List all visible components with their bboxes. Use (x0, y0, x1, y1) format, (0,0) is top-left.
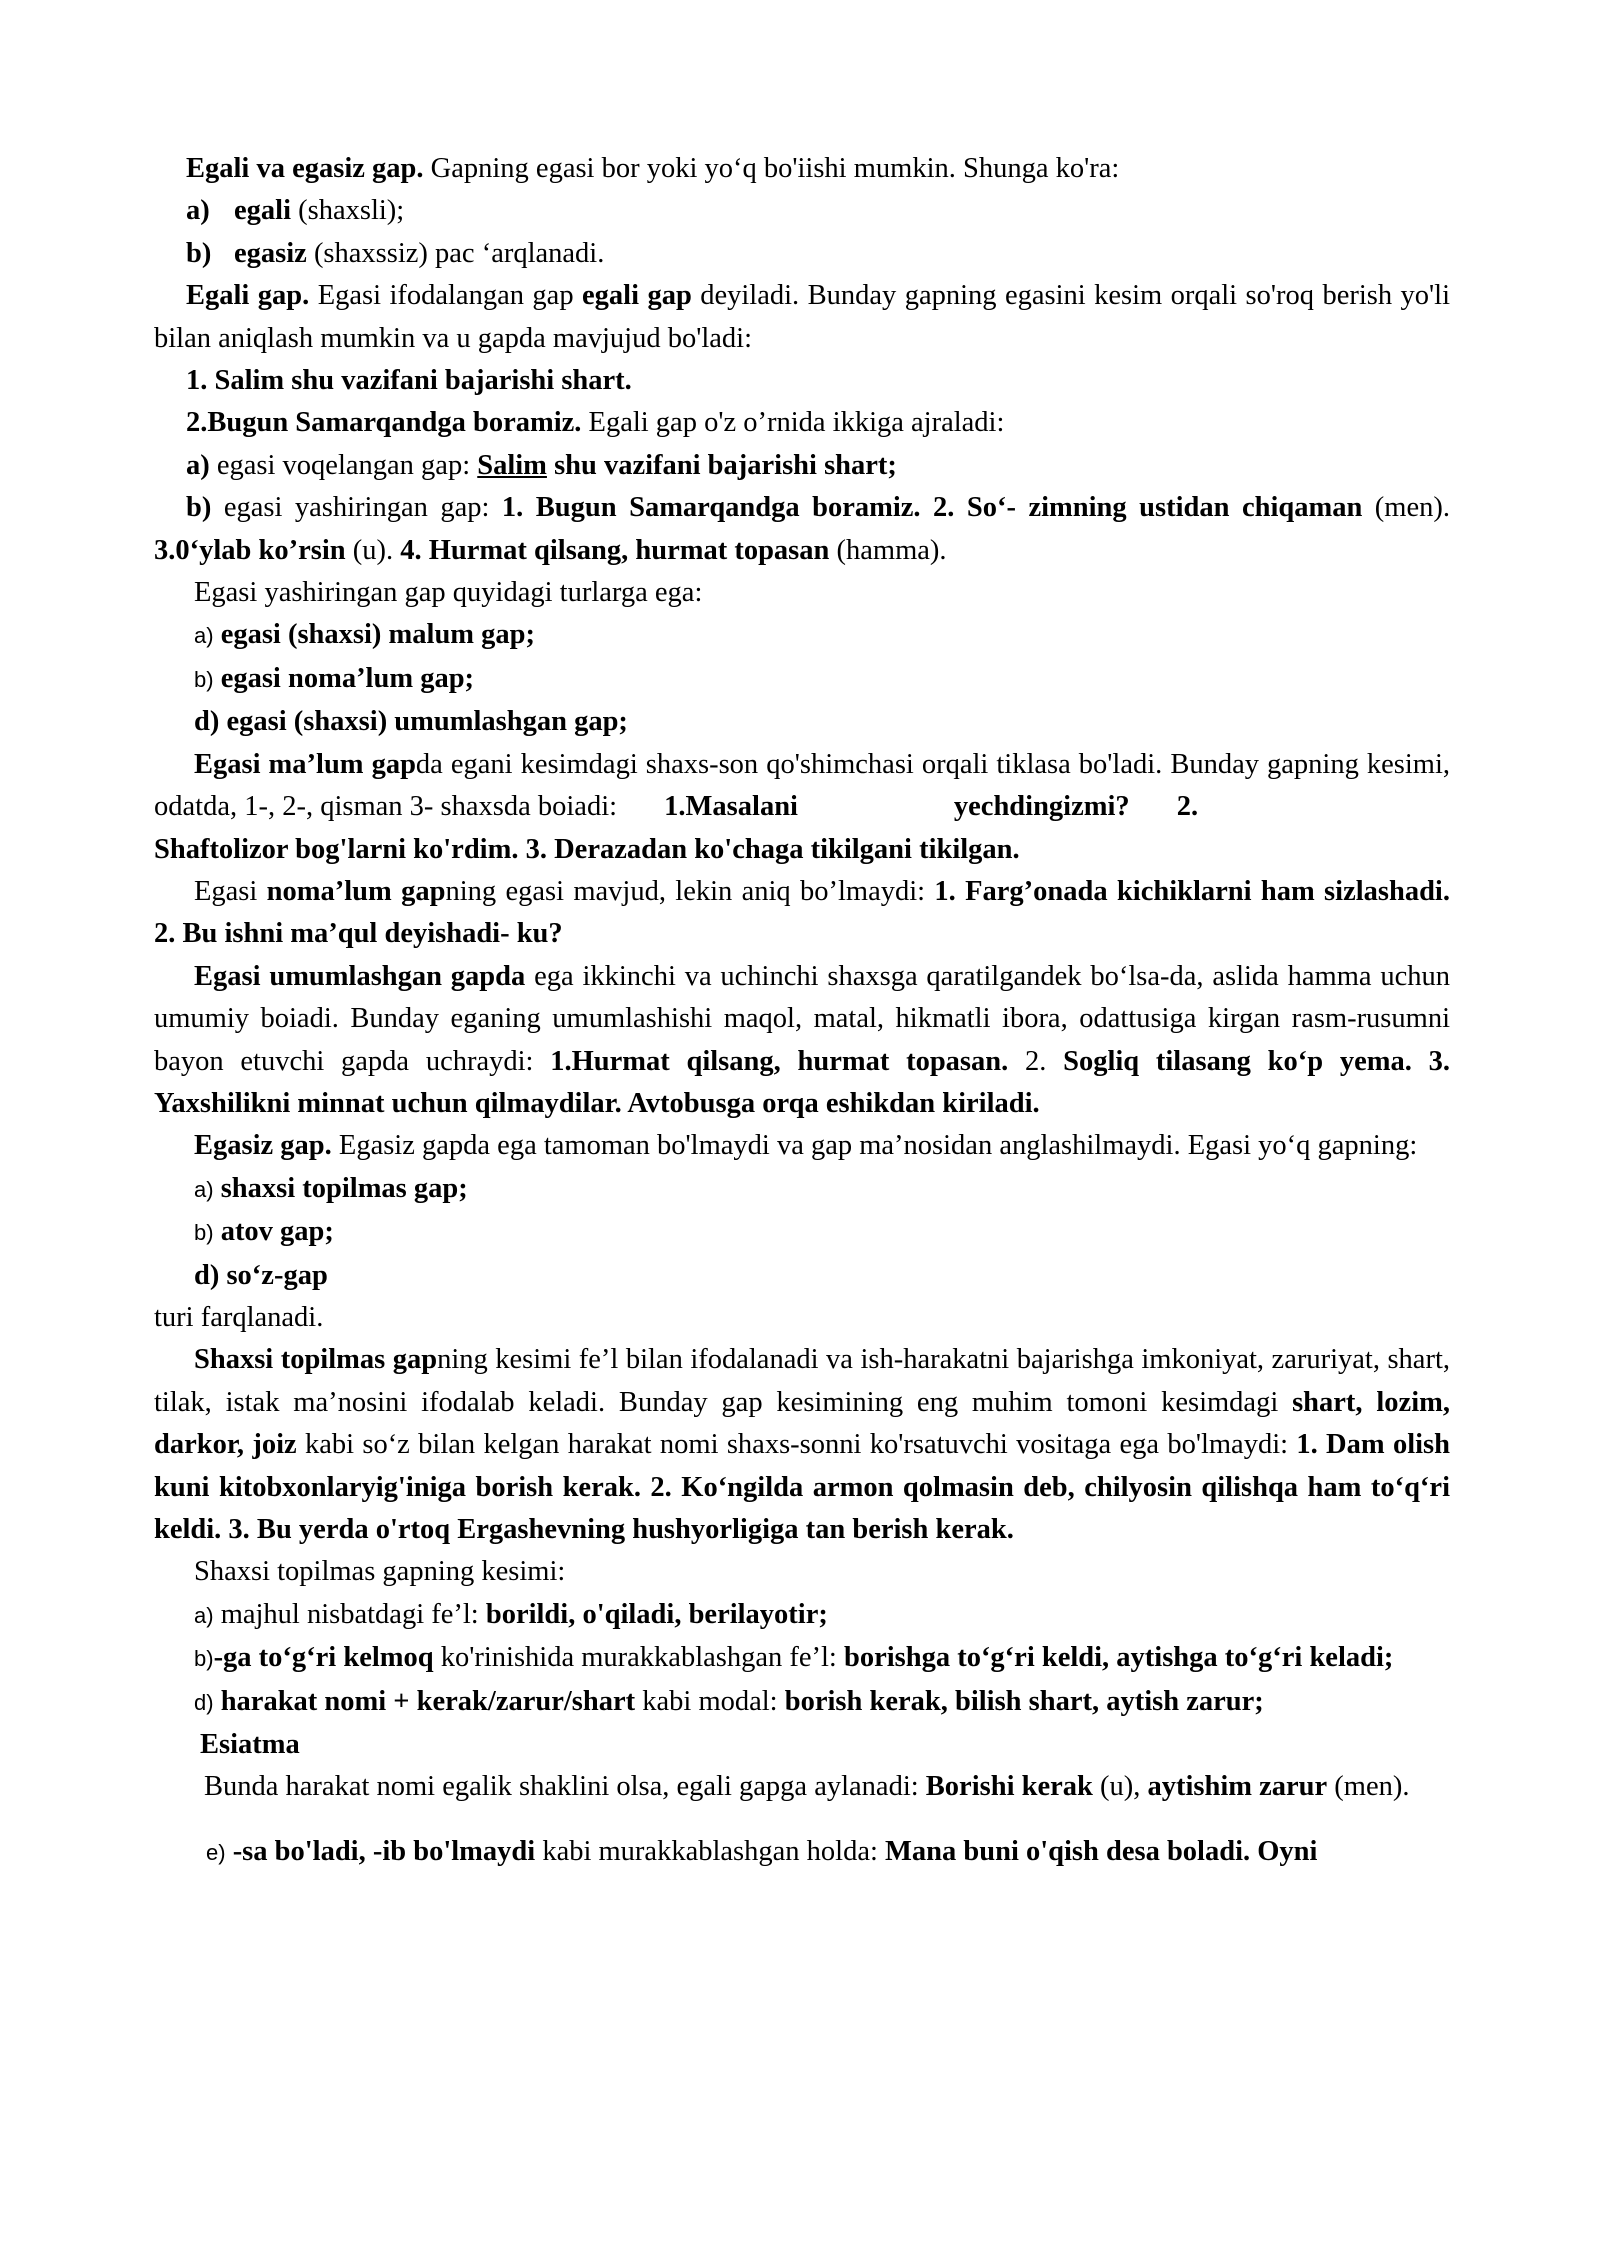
list-item-b-egasiz: b) egasiz (shaxssiz) pac ‘arqlanadi. (186, 237, 605, 269)
list-item-a-shaxsi-topilmas: a) shaxsi topilmas gap; (194, 1172, 468, 1204)
list-item-d-umumlashgan: d) egasi (shaxsi) umumlashgan gap; (194, 706, 628, 738)
list-item-d-harakat-nomi: d) harakat nomi + kerak/zarur/shart kabi modal: borish kerak, bilish shart, aytish zarur; (194, 1685, 1264, 1717)
paragraph-egasiz-gap: Egasiz gap. Egasiz gapda ega tamoman bo'lmaydi va gap ma’nosidan anglashilmaydi. Egasi yo‘q gapning: (194, 1130, 1418, 1162)
list-item-a-egali: a) egali (shaxsli); (186, 195, 405, 227)
paragraph-egali-va-egasiz: Egali va egasiz gap. Gapning egasi bor yoki yo‘q bo'iishi mumkin. Shunga ko'ra: (186, 153, 1120, 184)
note-heading: Esiatma (200, 1729, 300, 1761)
list-item-e-sa-boladi: e) -sa bo'ladi, -ib bo'lmaydi kabi murakkablashgan holda: Mana buni o'qish desa boladi. Oyni (206, 1835, 1318, 1867)
paragraph-egasi-nomalum: Egasi noma’lum gapning egasi mavjud, lekin aniq bo’lmaydi: 1. Farg’onada kichiklarni ham sizlashadi. 2. Bu ishni ma’qul deyishadi- ku? (154, 875, 1450, 950)
paragraph-egasi-umumlashgan: Egasi umumlashgan gapda ega ikkinchi va uchinchi shaxsga qaratilgandek bo‘lsa-da, aslida hamma uchun umumiy boiadi. Bunday eganing umumlashishi maqol, matal, hikmatli ibora, odattusiga kirgan rasm-rusumni bayon etuvchi gapda uchraydi: 1.Hurmat qilsang, hurmat topasan. 2. Sogliq tilasang ko‘p yema. 3. Yaxshilikni minnat uchun qilmaydilar. Avtobusga orqa eshikdan kiriladi. (154, 960, 1450, 1119)
paragraph-egali-gap: Egali gap. Egasi ifodalangan gap egali gap deyiladi. Bunday gapning egasini kesim orqali so'roq berish yo'li bilan aniqlash mumkin va u gapda mavjujud bo'ladi: (154, 280, 1450, 354)
paragraph-turi-farqlanadi: turi farqlanadi. (154, 1301, 324, 1333)
list-item-d-soz-gap: d) so‘z-gap (194, 1259, 328, 1291)
example-2-bugun: 2.Bugun Samarqandga boramiz. Egali gap o'z o’rnida ikkiga ajraladi: (186, 407, 1005, 439)
list-item-a-majhul: a) majhul nisbatdagi fe’l: borildi, o'qiladi, berilayotir; (194, 1598, 828, 1630)
list-item-b-yashiringan: b) egasi yashiringan gap: 1. Bugun Samarqandga boramiz. 2. So‘- zimning ustidan chiqaman (men). 3.0‘ylab ko’rsin (u). 4. Hurmat qilsang, hurmat topasan (hamma). (154, 492, 1450, 566)
paragraph-shaxsi-topilmas: Shaxsi topilmas gapning kesimi fe’l bilan ifodalanadi va ish-harakatni bajarishga imkoniyat, zaruriyat, shart, tilak, istak ma’nosini ifodalab keladi. Bunday gap kesimining eng muhim tomoni kesimdagi shart, lozim, darkor, joiz kabi so‘z bilan kelgan harakat nomi shaxs-sonni ko'rsatuvchi vositaga ega bo'lmaydi: 1. Dam olish kuni kitobxonlaryig'iniga borish kerak. 2. Ko‘ngilda armon qolmasin deb, chilyosin qilishqa ham to‘q‘ri keldi. 3. Bu yerda o'rtoq Ergashevning hushyorligiga tan berish kerak. (154, 1344, 1450, 1545)
note-paragraph: Bunda harakat nomi egalik shaklini olsa, egali gapga aylanadi: Borishi kerak (u), aytishim zarur (men). (204, 1771, 1410, 1803)
list-item-b-atov: b) atov gap; (194, 1216, 334, 1248)
paragraph-egasi-malum: Egasi ma’lum gapda egani kesimdagi shaxs-son qo'shimchasi orqali tiklasa bo'ladi. Bunday gapning kesimi, odatda, 1-, 2-, qisman 3- shaxsda boiadi: 1.Masalani yechdingizmi? 2. Shaftolizor bog'larni ko'rdim. 3. Derazadan ko'chaga tikilgani tikilgan. (154, 748, 1450, 865)
example-1-salim: 1. Salim shu vazifani bajarishi shart. (186, 365, 632, 397)
list-item-a-voqelangan: a) egasi voqelangan gap: Salim shu vazifani bajarishi shart; (186, 449, 897, 481)
paragraph-turlar-intro: Egasi yashiringan gap quyidagi turlarga ega: (194, 577, 703, 609)
list-item-b-nomalum: b) egasi noma’lum gap; (194, 662, 475, 694)
list-item-b-ga-togri-kelmoq: b)-ga to‘g‘ri kelmoq ko'rinishida murakkablashgan fe’l: borishga to‘g‘ri keldi, aytishga to‘g‘ri keladi; (194, 1642, 1394, 1674)
list-item-a-malum: a) egasi (shaxsi) malum gap; (194, 619, 535, 651)
document-page (154, 148, 1450, 1874)
paragraph-kesimi-intro: Shaxsi topilmas gapning kesimi: (194, 1556, 566, 1588)
